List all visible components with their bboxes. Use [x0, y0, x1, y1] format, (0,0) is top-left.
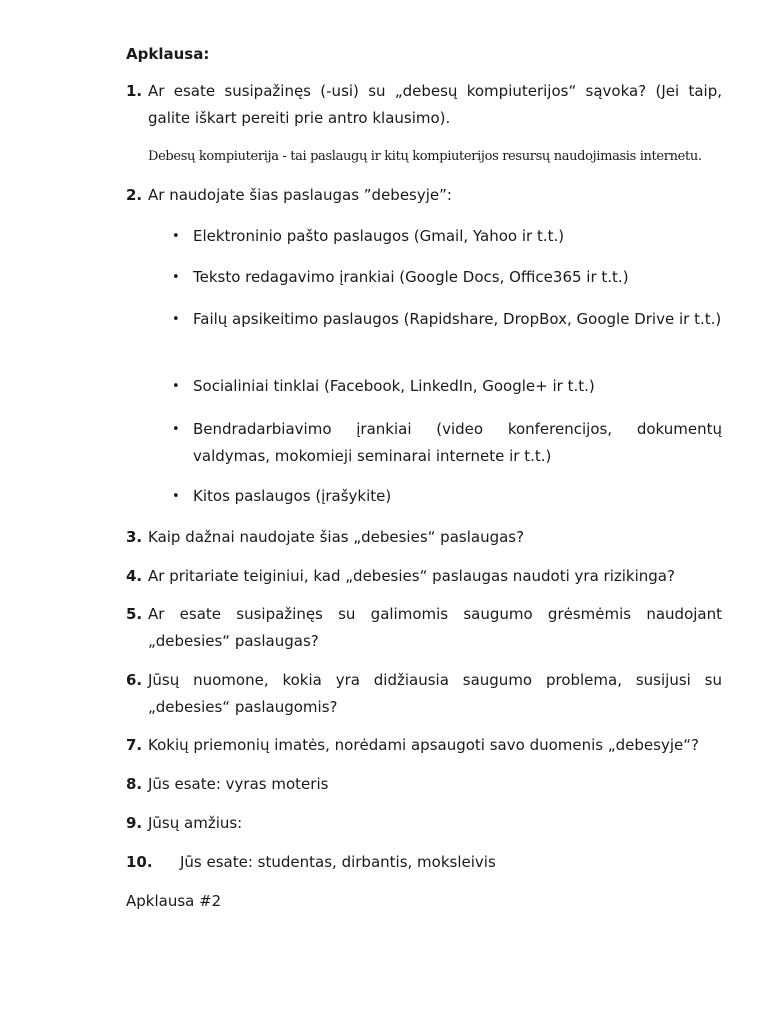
question-text: Jūsų amžius: [148, 814, 243, 832]
question-number: 3. [126, 528, 143, 546]
question-text: Ar esate susipažinęs (-usi) su „debesų kompiuterijos“ sąvoka? (Jei taip, galite iškart pereiti prie antro klausimo). [148, 82, 722, 127]
question-number: 8. [126, 775, 143, 793]
question-text: Jūsų nuomone, kokia yra didžiausia saugumo problema, susijusi su „debesies“ paslaugomis? [148, 671, 722, 716]
survey-heading: Apklausa: [126, 45, 210, 63]
bullet-icon: • [172, 422, 180, 437]
question-7 [126, 732, 722, 759]
definition-note: Debesų kompiuterija - tai paslaugų ir kitų kompiuterijos resursų naudojimasis internetu. [148, 149, 702, 164]
question-number: 6. [126, 671, 143, 689]
list-item-text: Elektroninio pašto paslaugos (Gmail, Yahoo ir t.t.) [193, 227, 565, 245]
question-text: Jūs esate: studentas, dirbantis, moksleivis [180, 853, 496, 871]
question-number: 4. [126, 567, 143, 585]
list-item-text: Teksto redagavimo įrankiai (Google Docs, Office365 ir t.t.) [193, 268, 629, 286]
list-item-text: Kitos paslaugos (įrašykite) [193, 487, 392, 505]
question-5 [126, 601, 722, 655]
question-text: Ar pritariate teiginiui, kad „debesies“ paslaugas naudoti yra rizikinga? [148, 567, 675, 585]
question-text: Kokių priemonių imatės, norėdami apsaugoti savo duomenis „debesyje“? [148, 736, 699, 754]
question-number: 5. [126, 605, 143, 623]
bullet-icon: • [172, 229, 180, 244]
list-item [172, 264, 722, 291]
bullet-icon: • [172, 379, 180, 394]
question-number: 1. [126, 82, 143, 100]
list-item [172, 306, 722, 333]
question-2 [126, 182, 722, 209]
question-text: Kaip dažnai naudojate šias „debesies“ paslaugas? [148, 528, 525, 546]
list-item [172, 373, 722, 400]
question-3 [126, 524, 722, 551]
list-item [172, 483, 722, 510]
question-10 [126, 849, 722, 876]
question-number: 7. [126, 736, 143, 754]
question-6 [126, 667, 722, 721]
bullet-icon: • [172, 270, 180, 285]
bullet-icon: • [172, 489, 180, 504]
question-4 [126, 563, 722, 590]
footer-label: Apklausa #2 [126, 892, 222, 910]
list-item [172, 223, 722, 250]
question-number: 10. [126, 853, 153, 871]
list-item-text: Failų apsikeitimo paslaugos (Rapidshare, DropBox, Google Drive ir t.t.) [193, 310, 722, 328]
question-text: Jūs esate: vyras moteris [148, 775, 329, 793]
question-number: 9. [126, 814, 143, 832]
list-item [172, 416, 722, 470]
bullet-icon: • [172, 312, 180, 327]
question-9 [126, 810, 722, 837]
question-8 [126, 771, 722, 798]
question-text: Ar esate susipažinęs su galimomis saugumo grėsmėmis naudojant „debesies“ paslaugas? [148, 605, 722, 650]
list-item-text: Socialiniai tinklai (Facebook, LinkedIn, Google+ ir t.t.) [193, 377, 595, 395]
question-1 [126, 78, 722, 132]
list-item-text: Bendradarbiavimo įrankiai (video konferencijos, dokumentų valdymas, mokomieji seminarai internete ir t.t.) [193, 420, 722, 465]
question-text: Ar naudojate šias paslaugas ”debesyje”: [148, 186, 452, 204]
question-number: 2. [126, 186, 143, 204]
